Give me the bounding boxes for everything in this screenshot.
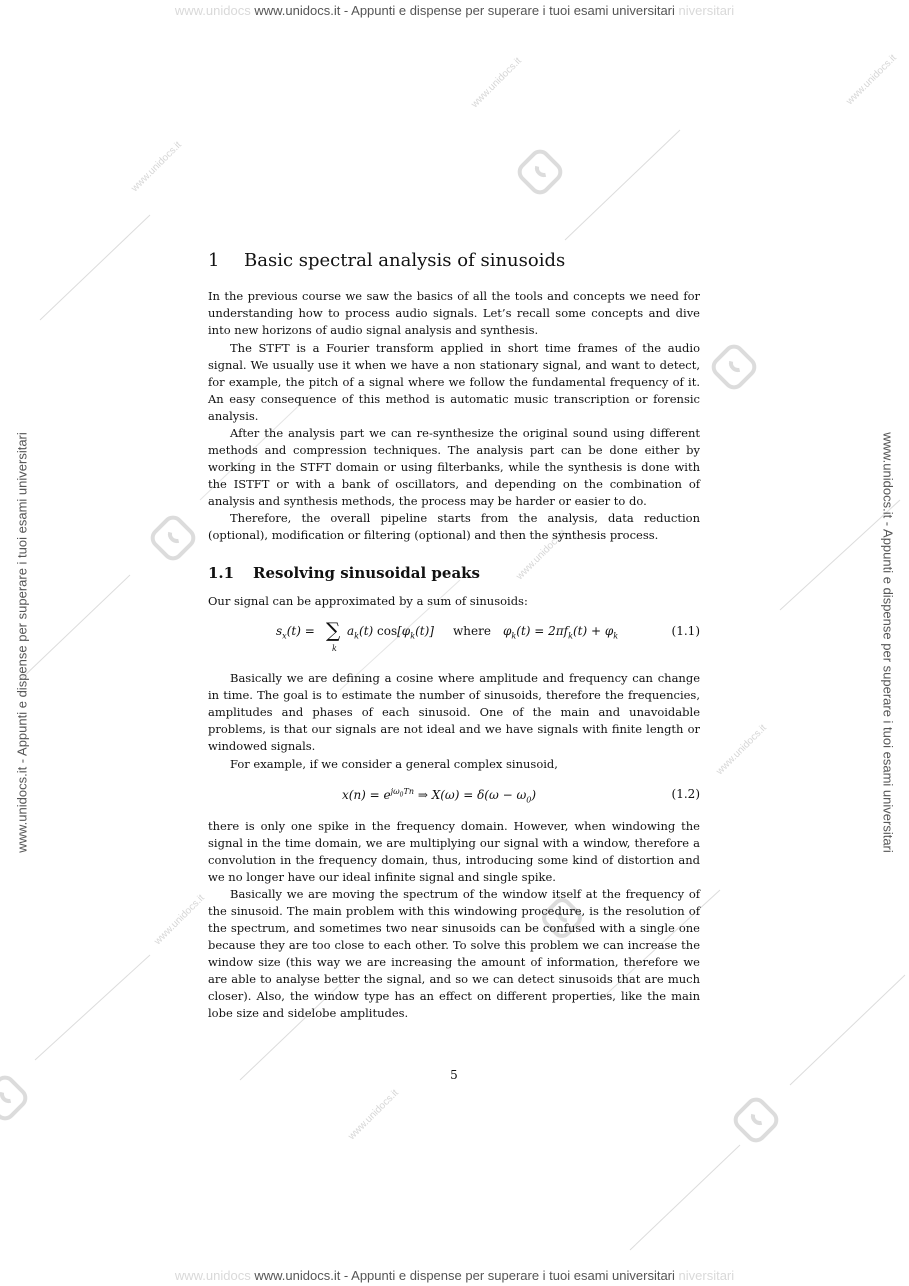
ghost-text-right: niversitari — [678, 1268, 735, 1283]
equation-where: where — [453, 624, 491, 638]
svg-text:www.unidocs.it: www.unidocs.it — [129, 139, 184, 195]
right-side-watermark: www.unidocs.it - Appunti e dispense per superare i tuoi esami universitari — [880, 432, 896, 853]
equation-lhs: $s_x(t)$ = — [276, 624, 315, 641]
equation-label: (1.1) — [671, 624, 700, 638]
banner-text: www.unidocs.it - Appunti e dispense per superare i tuoi esami universitari — [254, 1268, 675, 1283]
subsection-number: 1.1 — [208, 564, 235, 582]
section-number: 1 — [208, 250, 220, 271]
ghost-text-left: www.unidocs — [174, 1268, 251, 1283]
equation-1-2 — [208, 787, 700, 811]
subsection-heading — [208, 564, 480, 582]
paragraph: The STFT is a Fourier transform applied in short time frames of the audio signal. We usually use it when we have a non stationary signal, and want to detect, for example, the pitch of a signal where we follow the fundamental frequency of it. An easy consequence of this method is automatic music transcription or forensic analysis. — [208, 341, 700, 423]
left-side-watermark: www.unidocs.it - Appunti e dispense per superare i tuoi esami universitari — [14, 432, 30, 853]
equation-label: (1.2) — [671, 787, 700, 801]
bottom-watermark-banner — [0, 1268, 909, 1283]
paragraph: Our signal can be approximated by a sum of sinusoids: — [208, 594, 528, 608]
sum-index: k — [332, 644, 337, 653]
equation-body: $a_k(t)$ $\cos[\varphi_k(t)]$ — [347, 624, 434, 641]
banner-text: www.unidocs.it - Appunti e dispense per superare i tuoi esami universitari — [254, 3, 675, 18]
svg-text:www.unidocs.it: www.unidocs.it — [152, 892, 207, 948]
paragraph: Therefore, the overall pipeline starts from the analysis, data reduction (optional), modification or filtering (optional) and then the synthesis process. — [208, 511, 700, 542]
top-watermark-banner — [0, 3, 909, 18]
section-heading — [208, 250, 565, 271]
ghost-text-left: www.unidocs — [174, 3, 251, 18]
section-title: Basic spectral analysis of sinusoids — [244, 250, 566, 271]
equation-phase: $\varphi_k(t) = 2\pi f_k(t) + \varphi_k$ — [503, 624, 619, 641]
sum-symbol: ∑ — [326, 618, 341, 642]
paragraph: After the analysis part we can re-synthesize the original sound using different methods and compression techniques. The analysis part can be done either by working in the STFT domain or using filterbanks, while the synthesis is done with the ISTFT or with a bank of oscillators, and depending on the combination of analysis and synthesis methods, the process may be harder or easier to do. — [208, 426, 700, 508]
subsection-title: Resolving sinusoidal peaks — [253, 564, 481, 582]
equation-expression: $x(n) = e^{j\omega_0Tn}$ ⇒ $X(\omega) = \delta(\omega - \omega_0)$ — [342, 787, 537, 805]
paragraph: Basically we are moving the spectrum of the window itself at the frequency of the sinusoid. The main problem with this windowing procedure, is the resolution of the spectrum, and sometimes two near sinusoids can be confused with a single one because they are too close to each other. To solve this problem we can increase the window size (this way we are increasing the amount of information, therefore we are able to analyse better the signal, and so we can detect sinusoids that are much closer). Also, the window type has an effect on different properties, like the main lobe size and sidelobe amplitudes. — [208, 887, 700, 1020]
paragraph: For example, if we consider a general complex sinusoid, — [230, 757, 558, 771]
svg-text:www.unidocs.it: www.unidocs.it — [469, 55, 524, 111]
svg-text:www.unidocs.it: www.unidocs.it — [844, 52, 899, 108]
paragraph: Basically we are defining a cosine where amplitude and frequency can change in time. The goal is to estimate the number of sinusoids, therefore the frequencies, amplitudes and phases of each sinusoid. One of the main and unavoidable problems, is that our signals are not ideal and we have signals with finite length or windowed signals. — [208, 671, 700, 753]
equation-1-1 — [208, 618, 700, 653]
paragraph: In the previous course we saw the basics of all the tools and concepts we need for understanding how to process audio signals. Let’s recall some concepts and dive into new horizons of audio signal analysis and synthesis. — [208, 289, 700, 337]
page-number: 5 — [450, 1068, 458, 1082]
svg-text:www.unidocs.it: www.unidocs.it — [346, 1087, 401, 1143]
paragraph: there is only one spike in the frequency domain. However, when windowing the signal in the time domain, we are multiplying our signal with a window, therefore a convolution in the frequency domain, thus, introducing some kind of distortion and we no longer have our ideal infinite signal and single spike. — [208, 819, 700, 884]
ghost-text-right: niversitari — [678, 3, 735, 18]
svg-text:www.unidocs.it: www.unidocs.it — [714, 722, 769, 778]
svg-text:www.unidocs.it: www.unidocs.it — [514, 527, 569, 583]
